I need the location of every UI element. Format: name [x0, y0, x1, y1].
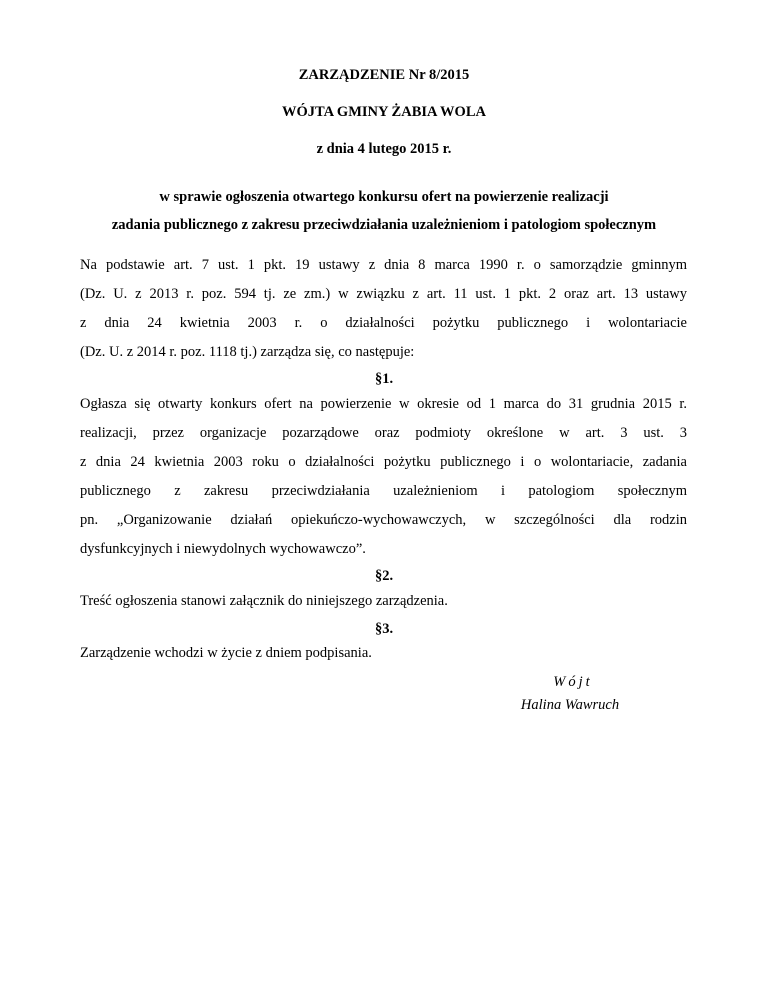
section-heading-3: §3.: [374, 621, 394, 637]
signature-title: Wójt: [553, 674, 593, 690]
preamble-line: Na podstawie art. 7 ust. 1 pkt. 19 ustawy z dnia 8 marca 1990 r. o samorządzie gminnym: [80, 257, 687, 273]
section-2-line: Treść ogłoszenia stanowi załącznik do niniejszego zarządzenia.: [80, 593, 448, 609]
section-1-line: publicznego z zakresu przeciwdziałania uzależnieniom i patologiom społecznym: [80, 483, 687, 499]
section-3-line: Zarządzenie wchodzi w życie z dniem podpisania.: [80, 645, 372, 661]
subject-line-1: w sprawie ogłoszenia otwartego konkursu ofert na powierzenie realizacji: [159, 189, 609, 205]
preamble-line: (Dz. U. z 2014 r. poz. 1118 tj.) zarządza się, co następuje:: [80, 344, 415, 360]
signature-name: Halina Wawruch: [520, 697, 620, 713]
section-heading-1: §1.: [374, 371, 394, 387]
section-1-line: dysfunkcyjnych i niewydolnych wychowawczo”.: [80, 541, 366, 557]
preamble-line: z dnia 24 kwietnia 2003 r. o działalności pożytku publicznego i wolontariacie: [80, 315, 687, 331]
issuer: WÓJTA GMINY ŻABIA WOLA: [282, 104, 486, 120]
section-1-line: Ogłasza się otwarty konkurs ofert na powierzenie w okresie od 1 marca do 31 grudnia 2015 r.: [80, 396, 687, 412]
section-heading-2: §2.: [374, 568, 394, 584]
section-1-line: realizacji, przez organizacje pozarządowe oraz podmioty określone w art. 3 ust. 3: [80, 425, 687, 441]
section-1-line: z dnia 24 kwietnia 2003 roku o działalności pożytku publicznego i o wolontariacie, zadania: [80, 454, 687, 470]
document-date: z dnia 4 lutego 2015 r.: [316, 141, 452, 157]
document-title: ZARZĄDZENIE Nr 8/2015: [298, 67, 470, 83]
section-1-line: pn. „Organizowanie działań opiekuńczo-wychowawczych, w szczególności dla rodzin: [80, 512, 687, 528]
subject-line-2: zadania publicznego z zakresu przeciwdziałania uzależnieniom i patologiom społecznym: [111, 217, 657, 233]
preamble-line: (Dz. U. z 2013 r. poz. 594 tj. ze zm.) w związku z art. 11 ust. 1 pkt. 2 oraz art. 13 ustawy: [80, 286, 687, 302]
